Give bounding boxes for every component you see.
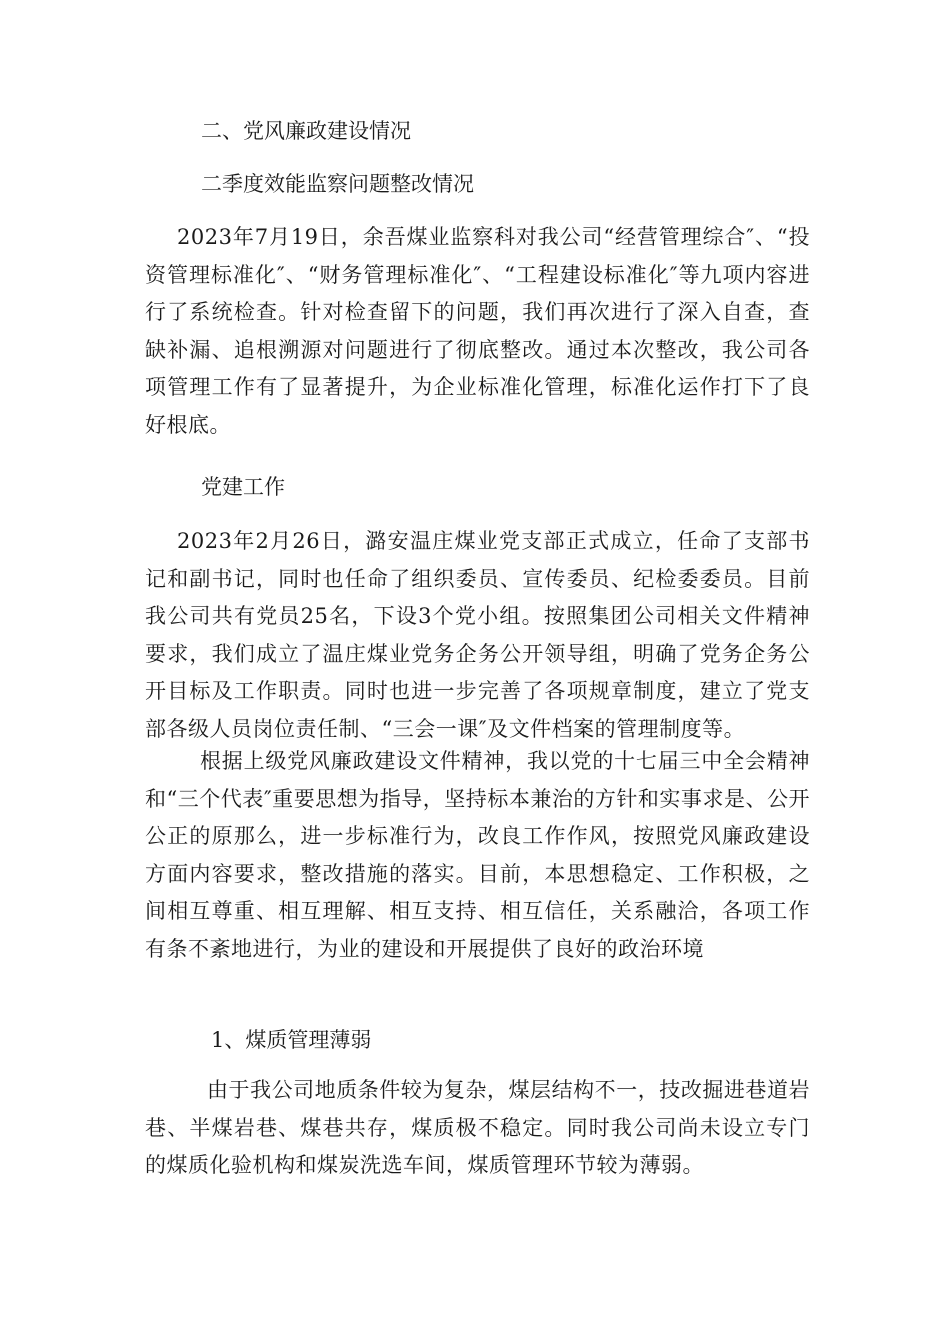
paragraph-party-branch: 2023年2月26日，潞安温庄煤业党支部正式成立，任命了支部书记和副书记，同时也任命了组织委员、宣传委员、纪检委委员。目前我公司共有党员25名，下设3个党小组。按照集团公司相关文件精神要求，我们成立了温庄煤业党务企务公开领导组，明确了党务企务公开目标及工作职责。同时也进一步完善了各项规章制度，建立了党支部各级人员岗位责任制、“三会一课″及文件档案的管理制度等。: [145, 529, 810, 741]
subsection-title: 二季度效能监察问题整改情况: [201, 172, 474, 196]
paragraph-inspection-rectification: 2023年7月19日，余吾煤业监察科对我公司“经营管理综合″、“投资管理标准化″、“财务管理标准化″、“工程建设标准化″等九项内容进行了系统检查。针对检查留下的问题，我们再次进行了深入自查，查缺补漏、追根溯源对问题进行了彻底整改。通过本次整改，我公司各项管理工作有了显著提升，为企业标准化管理，标准化运作打下了良好根底。: [145, 225, 810, 437]
paragraph-clean-governance: 根据上级党风廉政建设文件精神，我以党的十七届三中全会精神和“三个代表″重要思想为指导，坚持标本兼治的方针和实事求是、公开公正的原那么，进一步标准行为，改良工作作风，按照党风廉政建设方面内容要求，整改措施的落实。目前，本思想稳定、工作积极，之间相互尊重、相互理解、相互支持、相互信任，关系融洽，各项工作有条不紊地进行，为业的建设和开展提供了良好的政治环境: [145, 749, 810, 961]
party-building-heading: 党建工作: [201, 475, 285, 499]
paragraph-coal-quality: 由于我公司地质条件较为复杂，煤层结构不一，技改掘进巷道岩巷、半煤岩巷、煤巷共存，煤质极不稳定。同时我公司尚未设立专门的煤质化验机构和煤炭洗选车间，煤质管理环节较为薄弱。: [145, 1078, 810, 1178]
section-title: 二、党风廉政建设情况: [201, 119, 411, 143]
item-1-heading: 1、煤质管理薄弱: [211, 1028, 372, 1052]
